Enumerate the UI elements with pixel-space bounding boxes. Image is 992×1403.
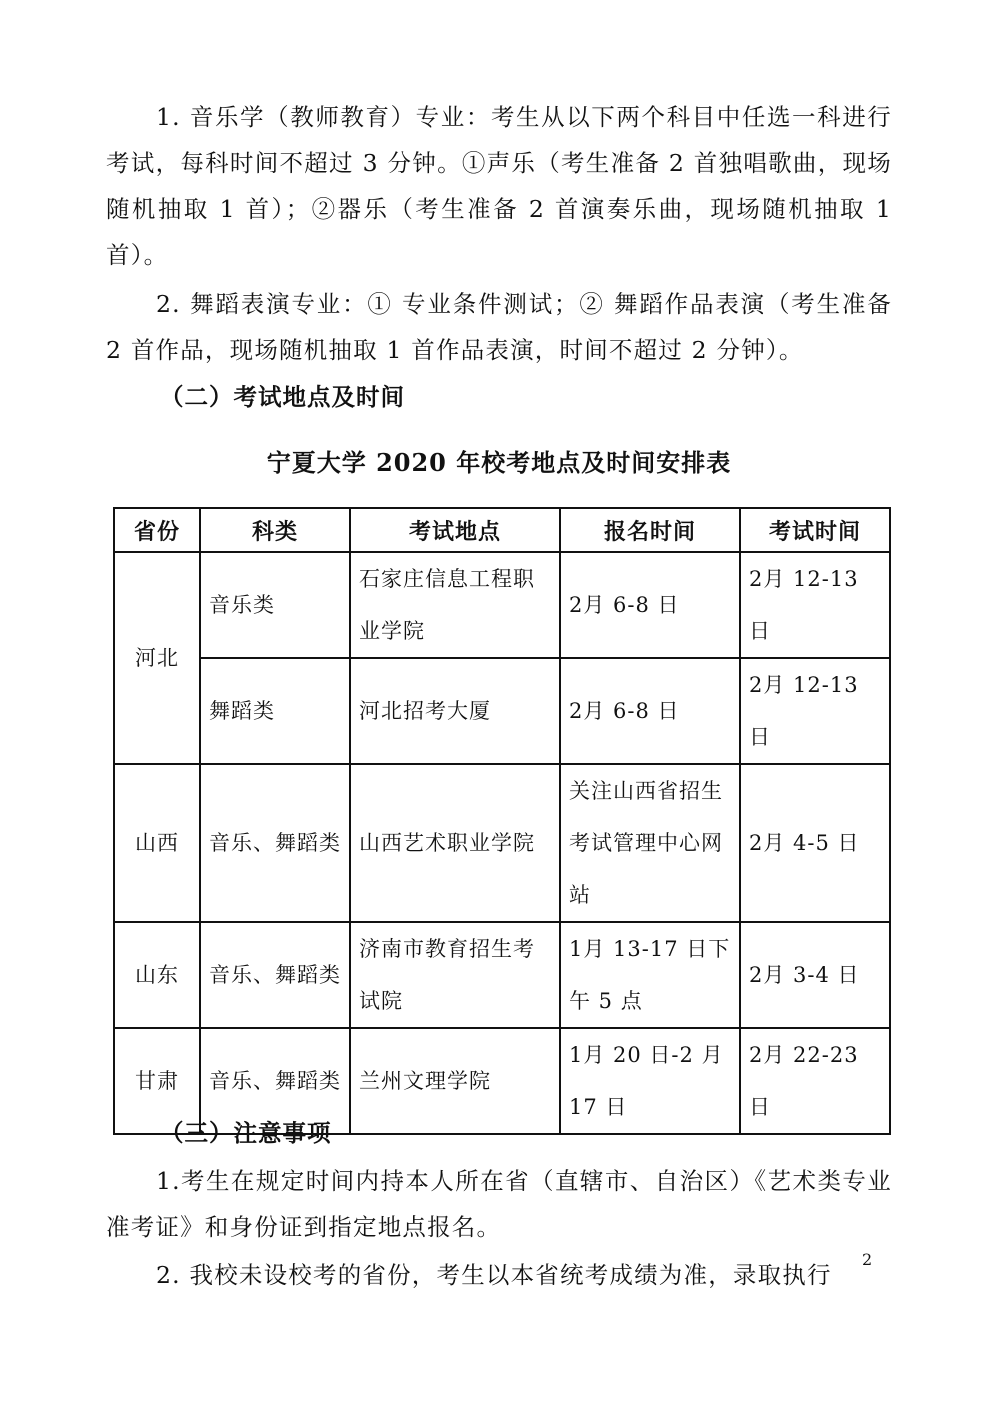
cell-category: 音乐类 xyxy=(200,552,350,658)
table-row xyxy=(114,922,890,1028)
cell-location: 石家庄信息工程职业学院 xyxy=(350,552,560,658)
paragraph-music-major: 1. 音乐学（教师教育）专业：考生从以下两个科目中任选一科进行考试，每科时间不超过 3 分钟。①声乐（考生准备 2 首独唱歌曲，现场随机抽取 1 首）；②器乐（考生准备 2 首演奏乐曲，现场随机抽取 1 首）。 xyxy=(106,103,892,269)
table-header-row xyxy=(114,508,890,552)
header-category: 科类 xyxy=(200,508,350,552)
cell-registration-time: 1月 13-17 日下午 5 点 xyxy=(560,922,740,1028)
table-title: 宁夏大学 2020 年校考地点及时间安排表 xyxy=(266,448,732,477)
table-row xyxy=(114,658,890,764)
cell-location: 济南市教育招生考试院 xyxy=(350,922,560,1028)
note-paragraph-1: 1.考生在规定时间内持本人所在省（直辖市、自治区）《艺术类专业准考证》和身份证到指定地点报名。 xyxy=(106,1167,892,1241)
cell-province: 河北 xyxy=(114,552,200,764)
page-number: 2 xyxy=(862,1250,873,1269)
cell-registration-time: 1月 20 日-2 月 17 日 xyxy=(560,1028,740,1134)
note-paragraph-2: 2. 我校未设校考的省份，考生以本省统考成绩为准，录取执行 xyxy=(156,1261,832,1289)
table-row xyxy=(114,552,890,658)
header-location: 考试地点 xyxy=(350,508,560,552)
cell-exam-time: 2月 3-4 日 xyxy=(740,922,890,1028)
cell-exam-time: 2月 12-13 日 xyxy=(740,552,890,658)
cell-location: 河北招考大厦 xyxy=(350,658,560,764)
cell-province: 甘肃 xyxy=(114,1028,200,1134)
header-province: 省份 xyxy=(114,508,200,552)
cell-registration-time: 2月 6-8 日 xyxy=(560,552,740,658)
paragraph-dance-major: 2. 舞蹈表演专业：① 专业条件测试；② 舞蹈作品表演（考生准备 2 首作品，现场随机抽取 1 首作品表演，时间不超过 2 分钟）。 xyxy=(106,290,892,364)
table-row xyxy=(114,764,890,922)
cell-category: 音乐、舞蹈类 xyxy=(200,764,350,922)
cell-category: 舞蹈类 xyxy=(200,658,350,764)
cell-registration-time: 2月 6-8 日 xyxy=(560,658,740,764)
cell-category: 音乐、舞蹈类 xyxy=(200,1028,350,1134)
cell-exam-time: 2月 12-13 日 xyxy=(740,658,890,764)
section-heading-location-time: （二）考试地点及时间 xyxy=(160,383,405,411)
cell-location: 山西艺术职业学院 xyxy=(350,764,560,922)
cell-location: 兰州文理学院 xyxy=(350,1028,560,1134)
header-exam-time: 考试时间 xyxy=(740,508,890,552)
cell-registration-time: 关注山西省招生考试管理中心网站 xyxy=(560,764,740,922)
schedule-table xyxy=(113,507,891,1135)
cell-category: 音乐、舞蹈类 xyxy=(200,922,350,1028)
cell-exam-time: 2月 4-5 日 xyxy=(740,764,890,922)
cell-exam-time: 2月 22-23 日 xyxy=(740,1028,890,1134)
section-heading-notes: （三）注意事项 xyxy=(160,1119,332,1147)
cell-province: 山东 xyxy=(114,922,200,1028)
cell-province: 山西 xyxy=(114,764,200,922)
header-registration-time: 报名时间 xyxy=(560,508,740,552)
